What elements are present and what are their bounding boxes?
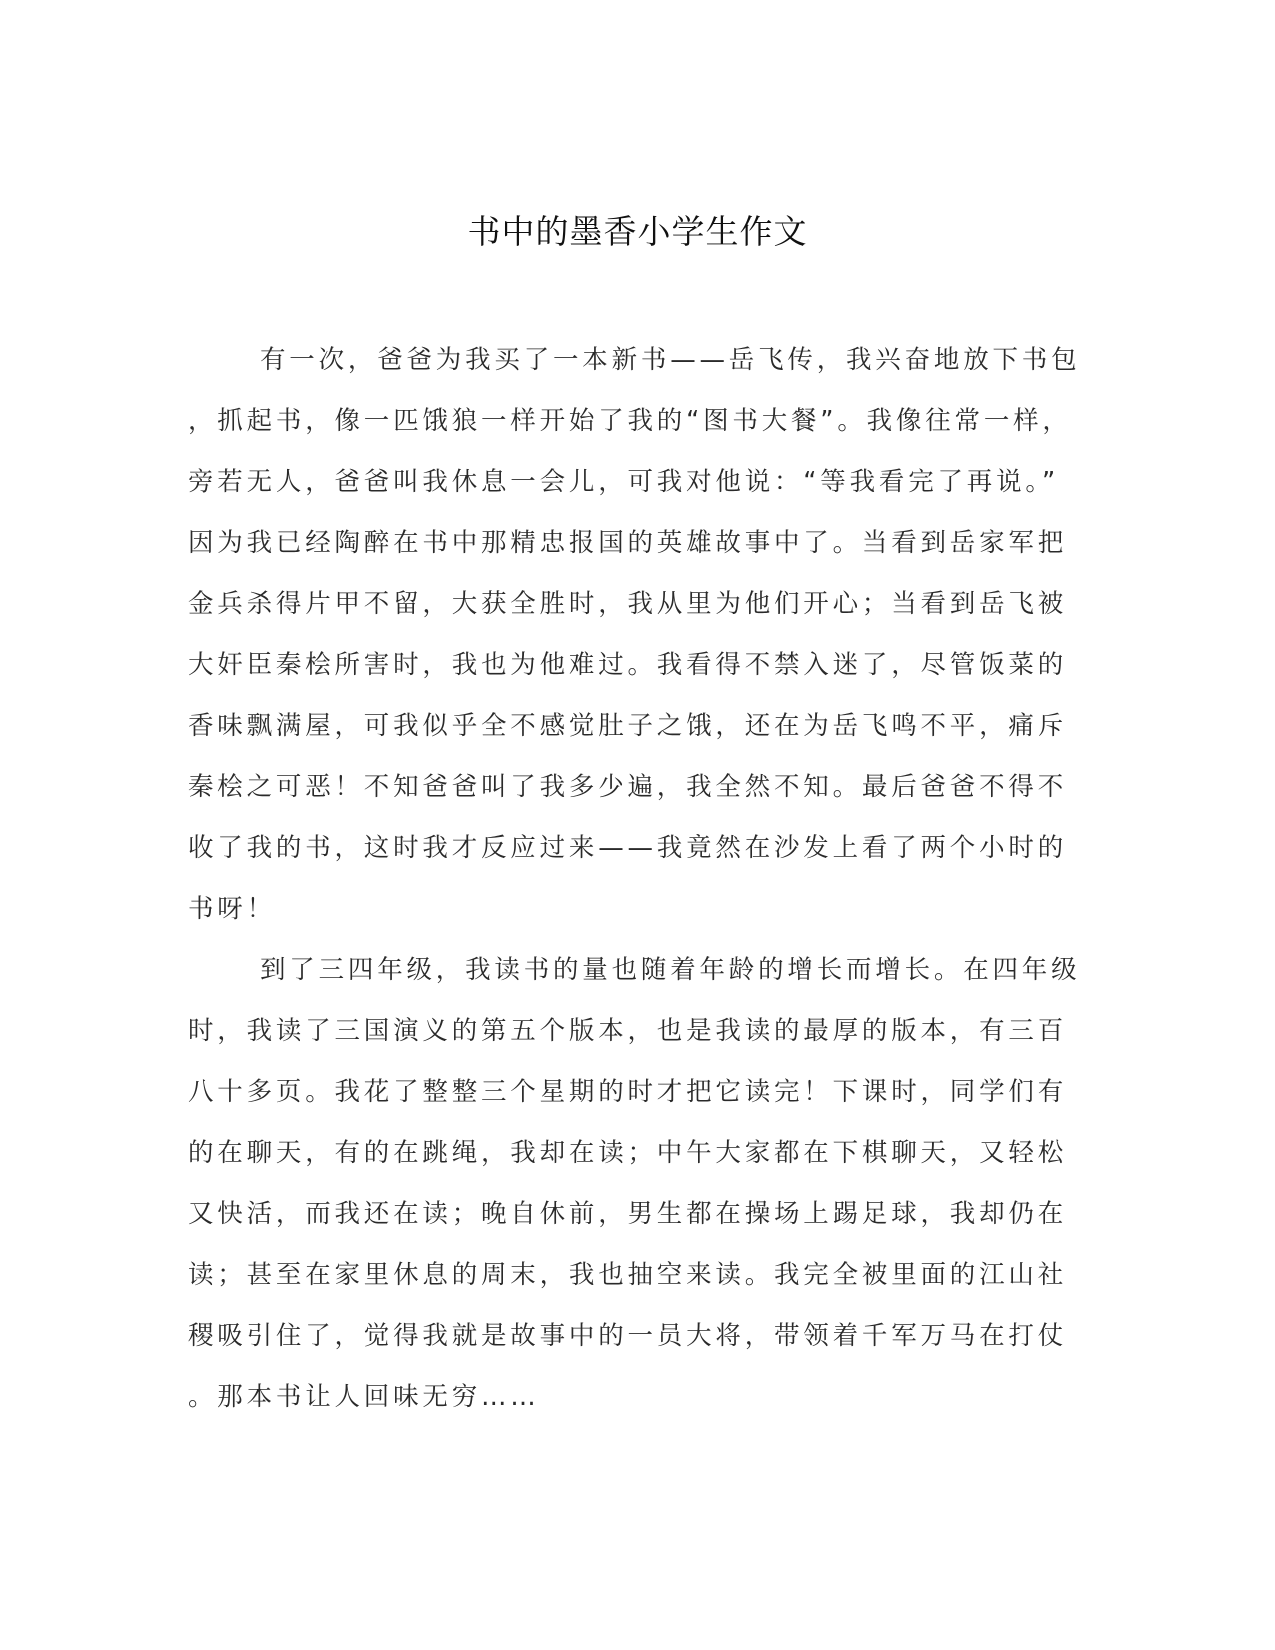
paragraph-line: 读；甚至在家里休息的周末，我也抽空来读。我完全被里面的江山社: [188, 1260, 1068, 1290]
paragraph-line: 香味飘满屋，可我似乎全不感觉肚子之饿，还在为岳飞鸣不平，痛斥: [188, 711, 1068, 741]
paragraph-line: 秦桧之可恶！不知爸爸叫了我多少遍，我全然不知。最后爸爸不得不: [188, 772, 1068, 802]
document-body: [188, 330, 1088, 1428]
paragraph-line: 。那本书让人回味无穷……: [188, 1382, 540, 1412]
paragraph-line: 收了我的书，这时我才反应过来——我竟然在沙发上看了两个小时的: [188, 833, 1068, 863]
paragraph-line: 八十多页。我花了整整三个星期的时才把它读完！下课时，同学们有: [188, 1077, 1068, 1107]
paragraph-line: 稷吸引住了，觉得我就是故事中的一员大将，带领着千军万马在打仗: [188, 1321, 1068, 1351]
paragraph-line: 金兵杀得片甲不留，大获全胜时，我从里为他们开心；当看到岳飞被: [188, 589, 1068, 619]
paragraph-line: 有一次，爸爸为我买了一本新书——岳飞传，我兴奋地放下书包: [260, 345, 1081, 375]
paragraph-line: 旁若无人，爸爸叫我休息一会儿，可我对他说：“等我看完了再说。”: [188, 467, 1059, 497]
document-title: 书中的墨香小学生作文: [467, 212, 808, 251]
paragraph-line: 时，我读了三国演义的第五个版本，也是我读的最厚的版本，有三百: [188, 1016, 1068, 1046]
paragraph-line: 到了三四年级，我读书的量也随着年龄的增长而增长。在四年级: [260, 955, 1081, 985]
paragraph-line: 因为我已经陶醉在书中那精忠报国的英雄故事中了。当看到岳家军把: [188, 528, 1068, 558]
paragraph-1: [188, 330, 1088, 940]
paragraph-line: 又快活，而我还在读；晚自休前，男生都在操场上踢足球，我却仍在: [188, 1199, 1068, 1229]
paragraph-line: 书呀！: [188, 894, 276, 924]
paragraph-line: ，抓起书，像一匹饿狼一样开始了我的“图书大餐”。我像往常一样，: [188, 406, 1072, 436]
paragraph-2: [188, 940, 1088, 1428]
paragraph-line: 大奸臣秦桧所害时，我也为他难过。我看得不禁入迷了，尽管饭菜的: [188, 650, 1068, 680]
paragraph-line: 的在聊天，有的在跳绳，我却在读；中午大家都在下棋聊天，又轻松: [188, 1138, 1068, 1168]
